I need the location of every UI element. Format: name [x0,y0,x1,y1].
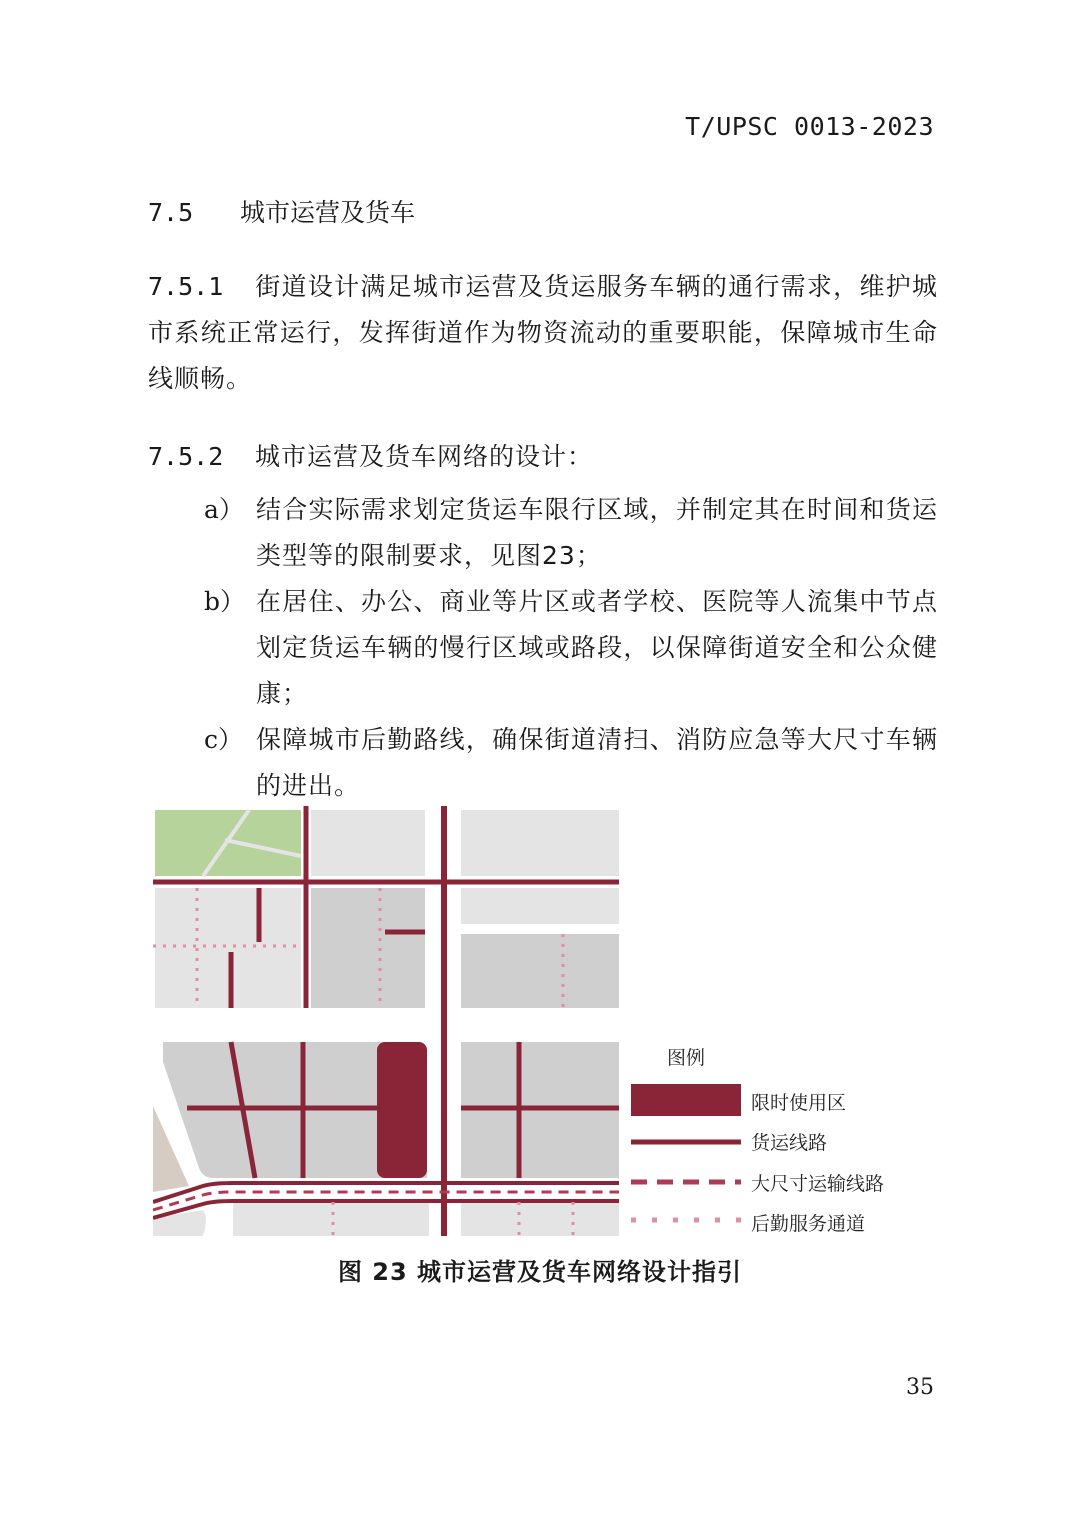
street-network-diagram [153,806,943,1236]
list-item [204,717,938,809]
city-block [461,934,619,1008]
requirement-list [204,487,938,809]
list-item-text: 结合实际需求划定货运车限行区域，并制定其在时间和货运类型等的限制要求，见图23； [256,495,938,570]
clause-text: 街道设计满足城市运营及货运服务车辆的通行需求，维护城市系统正常运行，发挥街道作为物资流动的重要职能，保障城市生命线顺畅。 [148,272,938,393]
page-number: 35 [906,1375,934,1400]
clause-7-5-2 [148,434,938,480]
list-marker: c） [204,725,244,754]
figure-caption: 图 23 城市运营及货车网络设计指引 [337,1258,743,1286]
city-block [461,888,619,924]
city-block [311,888,425,1008]
map [153,806,619,1236]
list-marker: a） [204,495,244,524]
city-block [155,888,301,1008]
legend-label: 后勤服务通道 [751,1213,866,1235]
list-item-text: 在居住、办公、商业等片区或者学校、医院等人流集中节点划定货运车辆的慢行区域或路段，以保障街道安全和公众健康； [256,587,938,708]
standard-code: T/UPSC 0013-2023 [685,112,934,141]
city-block [311,810,425,876]
clause-number: 7.5.2 [148,442,224,471]
clause-text: 城市运营及货车网络的设计： [255,442,594,471]
list-marker: b） [204,587,246,616]
figure-23 [153,806,943,1236]
list-item [204,579,938,717]
legend-zone-swatch [631,1084,741,1116]
legend-title: 图例 [667,1047,706,1069]
list-item-text: 保障城市后勤路线，确保街道清扫、消防应急等大尺寸车辆的进出。 [256,725,938,800]
city-block [461,1202,619,1236]
city-block [233,1202,429,1236]
legend [631,1047,884,1235]
clause-7-5-1 [148,264,938,402]
city-block [461,810,619,876]
clause-number: 7.5.1 [148,272,224,301]
legend-label: 限时使用区 [751,1092,847,1114]
legend-label: 大尺寸运输线路 [751,1173,885,1195]
section-number: 7.5 [148,198,194,227]
section-heading [148,193,415,229]
legend-label: 货运线路 [751,1132,828,1154]
list-item [204,487,938,579]
section-title: 城市运营及货车 [240,198,416,227]
